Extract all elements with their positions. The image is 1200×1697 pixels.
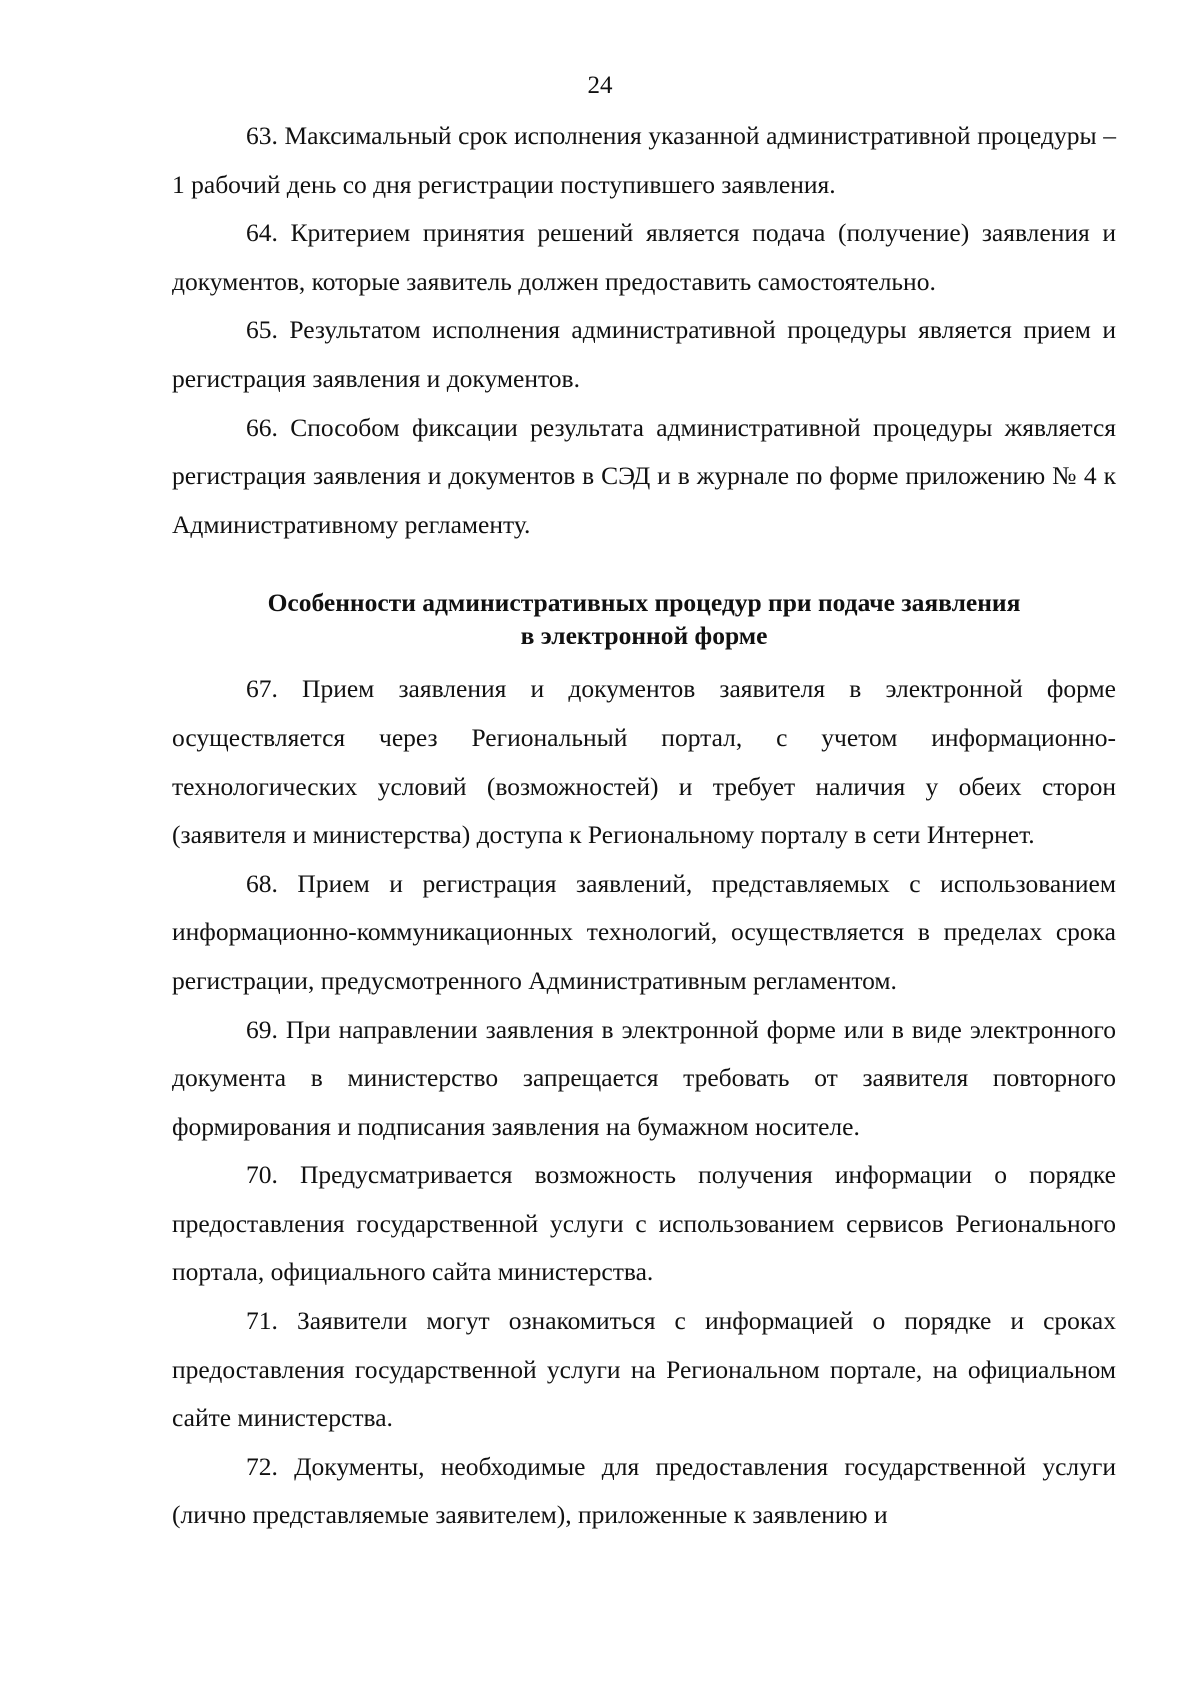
section-heading (172, 586, 1116, 652)
page-number: 24 (587, 72, 613, 99)
paragraph-65: 65. Результатом исполнения административной процедуры является прием и регистрация заявления и документов. (172, 315, 1116, 393)
paragraph-69: 69. При направлении заявления в электронной форме или в виде электронного документа в министерство запрещается требовать от заявителя повторного формирования и подписания заявления на бумажном носителе. (172, 1014, 1116, 1141)
paragraph-72: 72. Документы, необходимые для предоставления государственной услуги (лично представляемые заявителем), приложенные к заявлению и (172, 1451, 1116, 1530)
paragraph-63: 63. Максимальный срок исполнения указанной административной процедуры – 1 рабочий день со дня регистрации поступившего заявления. (172, 121, 1116, 199)
section-heading-line-2: в электронной форме (520, 621, 768, 651)
paragraph-67: 67. Прием заявления и документов заявителя в электронной форме осуществляется через Региональный портал, с учетом информационно-технологических условий (возможностей) и требует наличия у обеих сторон (заявителя и министерства) доступа к Региональному порталу в сети Интернет. (172, 674, 1116, 850)
paragraph-64: 64. Критерием принятия решений является подача (получение) заявления и документов, которые заявитель должен предоставить самостоятельно. (172, 218, 1116, 296)
section-heading-line-1: Особенности административных процедур при подаче заявления (267, 588, 1021, 618)
document-body (172, 112, 1116, 1540)
paragraph-66: 66. Способом фиксации результата административной процедуры жявляется регистрация заявления и документов в СЭД и в журнале по форме приложению № 4 к Административному регламенту. (172, 412, 1116, 539)
paragraph-70: 70. Предусматривается возможность получения информации о порядке предоставления государственной услуги с использованием сервисов Регионального портала, официального сайта министерства. (172, 1160, 1116, 1287)
paragraph-71: 71. Заявители могут ознакомиться с информацией о порядке и сроках предоставления государственной услуги на Региональном портале, на официальном сайте министерства. (172, 1306, 1116, 1433)
paragraph-68: 68. Прием и регистрация заявлений, представляемых с использованием информационно-коммуникационных технологий, осуществляется в пределах срока регистрации, предусмотренного Административным регламентом. (172, 868, 1116, 995)
